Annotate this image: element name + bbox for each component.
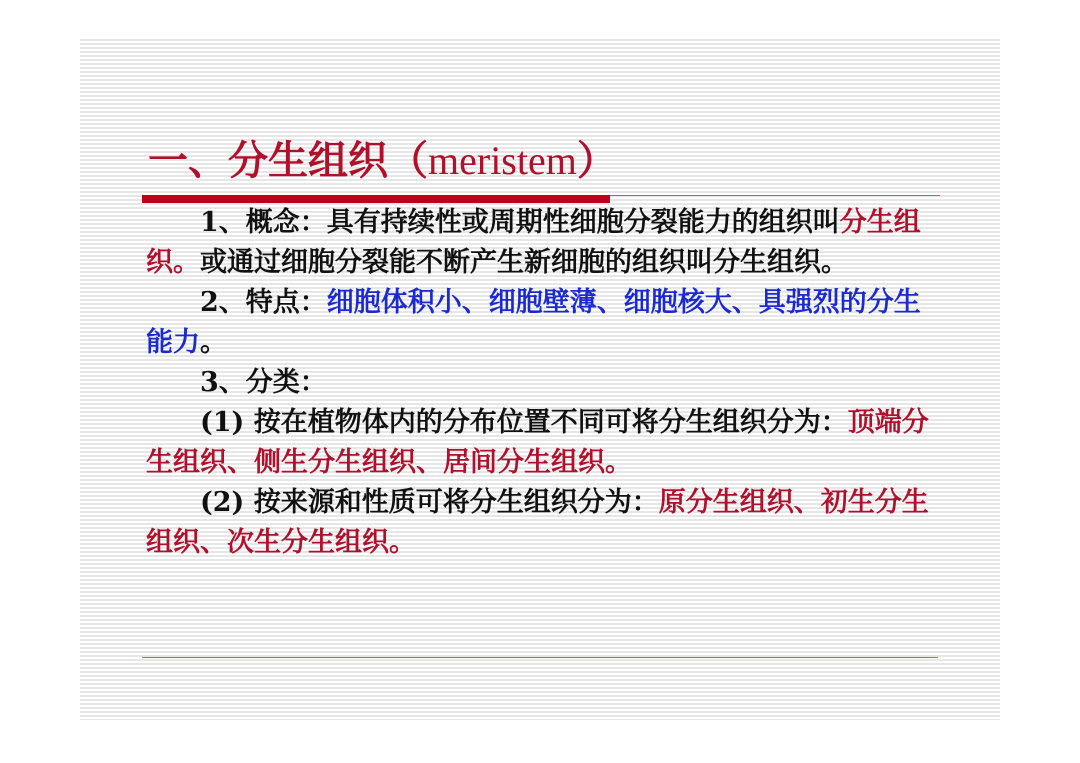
classification-item-2 — [146, 483, 946, 563]
features-end: 。 — [200, 327, 227, 358]
features-highlight: 细胞体积小、细胞壁薄、细胞核大、具强烈的分生能力 — [146, 287, 921, 358]
slide-title — [148, 135, 617, 187]
concept-lead: 1、概念：具有持续性或周期性细胞分裂能力的组织叫 — [200, 207, 840, 238]
title-main: 一、分生组织（ — [148, 137, 428, 184]
bottom-rule — [142, 657, 938, 658]
title-close: ） — [576, 137, 617, 184]
concept-term: 分生组织。 — [146, 207, 921, 278]
concept-paragraph — [146, 203, 946, 283]
slide — [80, 37, 1000, 720]
features-paragraph — [146, 283, 946, 363]
features-lead: 2、特点： — [200, 287, 327, 318]
concept-rest: 或通过细胞分裂能不断产生新细胞的组织叫分生组织。 — [200, 247, 848, 278]
title-underline-bar — [142, 195, 610, 203]
item1-lead: (1) 按在植物体内的分布位置不同可将分生组织分为： — [200, 407, 848, 438]
item2-highlight: 原分生组织、初生分生组织、次生分生组织。 — [146, 487, 929, 558]
title-underline-rule — [610, 195, 940, 196]
title-latin: meristem — [428, 138, 577, 183]
classification-heading: 3、分类： — [200, 367, 327, 398]
item1-highlight: 顶端分生组织、侧生分生组织、居间分生组织。 — [146, 407, 929, 478]
item2-lead: (2) 按来源和性质可将分生组织分为： — [200, 487, 659, 518]
slide-body — [146, 203, 946, 563]
classification-item-1 — [146, 403, 946, 483]
